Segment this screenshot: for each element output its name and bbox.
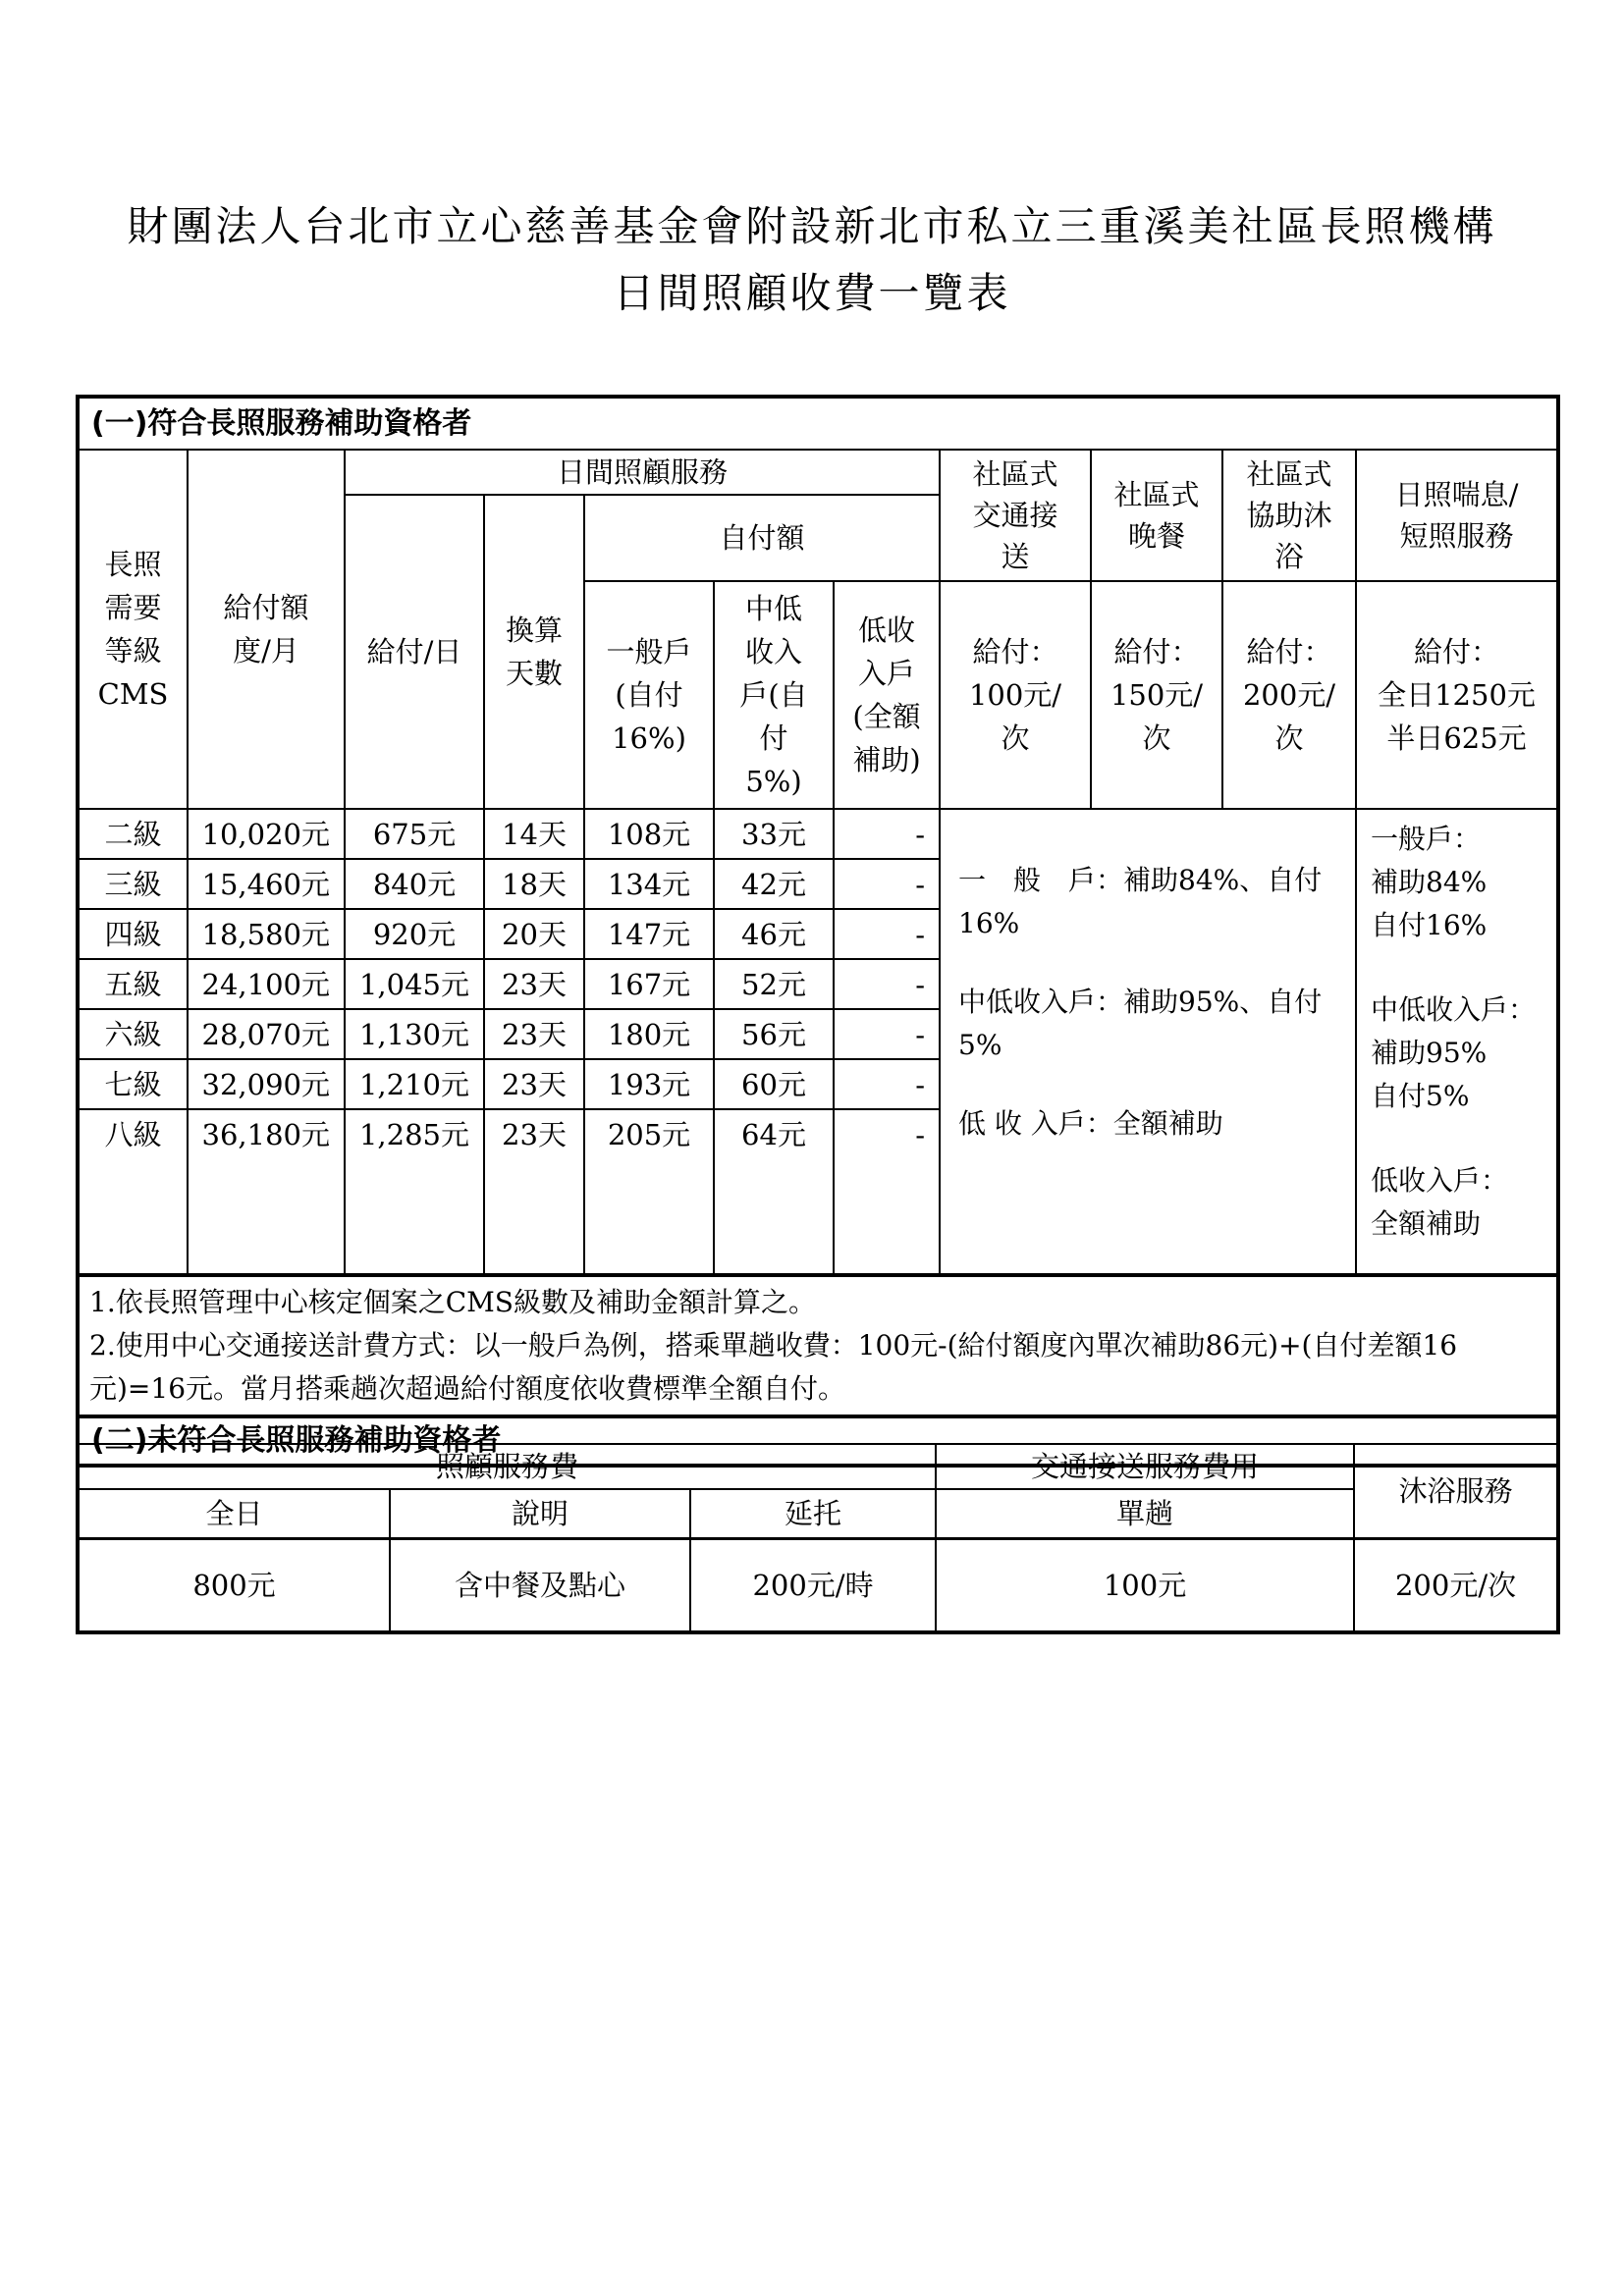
header-bath: 社區式協助沐浴 <box>1222 450 1356 581</box>
section1-label: (一)符合長照服務補助資格者 <box>78 397 1558 450</box>
value-bath: 200元/次 <box>1354 1538 1558 1632</box>
table-row: 四級 18,580元 920元 20天 147元 46元 - <box>78 909 1558 959</box>
section2-label: (二)未符合長照服務補助資格者 <box>78 1416 1558 1466</box>
respite-subsidy: 一般戶： 補助84% 自付16% 中低收入戶： 補助95% 自付5% 低收入戶： 全額補助 <box>1356 809 1558 1275</box>
header-respite: 日照喘息/短照服務 <box>1356 450 1558 581</box>
header-midlow: 中低收入戶(自付5%) <box>714 581 834 809</box>
subsidy-description: 一 般 戶：補助84%、自付16% 中低收入戶：補助95%、自付5% 低 收 入戶：全額補助 <box>940 809 1356 1275</box>
header-low: 低收入戶(全額補助) <box>834 581 940 809</box>
table-row: 八級 36,180元 1,285元 23天 205元 64元 - <box>78 1109 1558 1159</box>
value-single-trip: 100元 <box>936 1538 1354 1632</box>
header-day-service: 日間照顧服務 <box>345 450 940 495</box>
document-subtitle: 日間照顧收費一覽表 <box>613 269 1011 317</box>
fee-table-2 <box>76 1443 1560 1634</box>
value-description: 含中餐及點心 <box>390 1538 690 1632</box>
table-row: 五級 24,100元 1,045元 23天 167元 52元 - <box>78 959 1558 1009</box>
pay-meal: 給付：150元/次 <box>1091 581 1222 809</box>
header-single-trip: 單趟 <box>936 1489 1354 1538</box>
header-care-fee: 照顧服務費 <box>78 1444 936 1489</box>
header-general: 一般戶(自付16%) <box>584 581 714 809</box>
header-bath-service: 沐浴服務 <box>1354 1444 1558 1538</box>
table-row: 二級 10,020元 675元 14天 108元 33元 - 一 般 戶：補助84%、自付16% 中低收入戶：補助95%、自付5% 低 收 入戶：全額補助 一般戶： 補助84% 自付16% 中低收入戶： 補助95% 自付5% 低收入戶： 全額補助 <box>78 809 1558 859</box>
fee-table <box>76 395 1560 1468</box>
notes: 1.依長照管理中心核定個案之CMS級數及補助金額計算之。 2.使用中心交通接送計費方式：以一般戶為例，搭乘單趟收費：100元-(給付額度內單次補助86元)+(自付差額16元)=16元。當月搭乘趟次超過給付額度依收費標準全額自付。 <box>78 1275 1558 1416</box>
header-transport-fee: 交通接送服務費用 <box>936 1444 1354 1489</box>
pay-transport: 給付：100元/次 <box>940 581 1091 809</box>
header-fullday: 全日 <box>78 1489 390 1538</box>
header-level: 長照需要等級CMS <box>78 450 188 809</box>
value-extended: 200元/時 <box>690 1538 936 1632</box>
document-title: 財團法人台北市立心慈善基金會附設新北市私立三重溪美社區長照機構 <box>127 202 1497 250</box>
value-fullday: 800元 <box>78 1538 390 1632</box>
header-transport: 社區式交通接送 <box>940 450 1091 581</box>
pay-bath: 給付：200元/次 <box>1222 581 1356 809</box>
header-copay: 自付額 <box>584 495 940 581</box>
table-row: 六級 28,070元 1,130元 23天 180元 56元 - <box>78 1009 1558 1059</box>
pay-respite: 給付： 全日1250元 半日625元 <box>1356 581 1558 809</box>
table-row: 七級 32,090元 1,210元 23天 193元 60元 - <box>78 1059 1558 1109</box>
header-meal: 社區式晚餐 <box>1091 450 1222 581</box>
header-days: 換算天數 <box>484 495 584 809</box>
table-row: 三級 15,460元 840元 18天 134元 42元 - <box>78 859 1558 909</box>
table-row <box>78 1538 1558 1632</box>
header-description: 說明 <box>390 1489 690 1538</box>
header-extended: 延托 <box>690 1489 936 1538</box>
header-daily: 給付/日 <box>345 495 484 809</box>
header-quota: 給付額度/月 <box>188 450 345 809</box>
